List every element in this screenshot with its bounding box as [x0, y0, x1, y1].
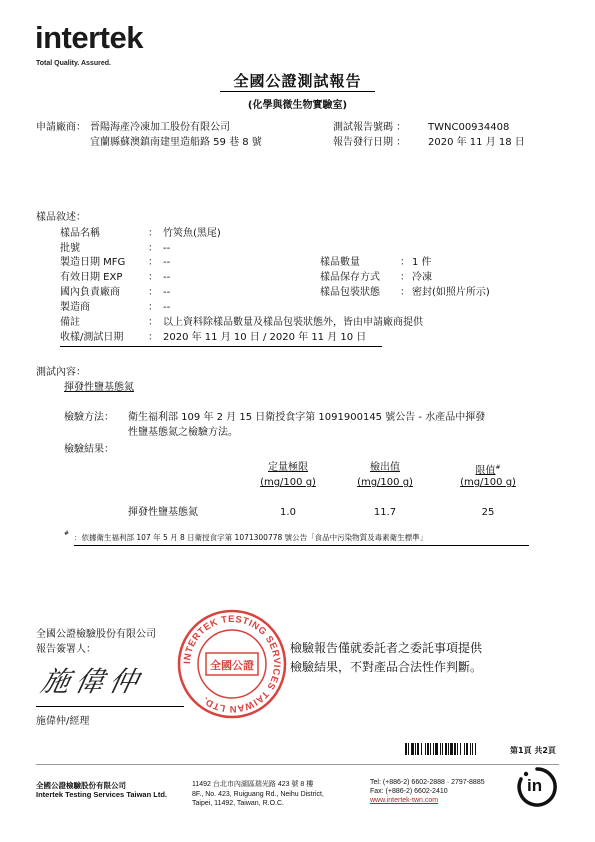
logo-tagline: Total Quality. Assured.	[36, 60, 111, 67]
mfg-label: 製造日期 MFG	[60, 257, 126, 268]
signature-line	[36, 706, 184, 707]
footer-fax: Fax: (+886-2) 6602-2410	[370, 788, 448, 795]
intertek-in-mark	[516, 766, 558, 808]
intertek-logo: intertek	[35, 20, 143, 55]
row-limit: 25	[481, 507, 495, 518]
colon: ：	[148, 257, 158, 268]
barcode-bar	[448, 743, 449, 755]
batch-label: 批號	[60, 243, 80, 254]
colon: ：	[148, 317, 158, 328]
barcode-bar	[460, 743, 461, 755]
footnote-divider	[74, 545, 529, 546]
col-header-loq: 定量極限	[268, 462, 308, 473]
unit-limit: (mg/100 g)	[460, 477, 516, 488]
barcode-bar	[457, 743, 458, 755]
sample-name-value: 竹筴魚(黑尾)	[163, 228, 221, 239]
page-number: 第1頁 共2頁	[510, 746, 556, 755]
qty-label: 樣品數量	[320, 257, 360, 268]
note-label: 備註	[60, 317, 80, 328]
test-heading: 測試內容：	[36, 367, 86, 378]
barcode-bar	[421, 743, 422, 755]
footnote: ：依據衛生福利部 107 年 5 月 8 日衛授食字第 1071300778 號公告「食品中污染物質及毒素衛生標準」	[74, 533, 428, 542]
footer-website-link[interactable]: www.intertek-twn.com	[370, 797, 439, 804]
disclaimer-line-2: 檢驗結果，不對產品合法性作判斷。	[290, 660, 483, 674]
stamp-center-text: 全國公證	[210, 659, 254, 672]
barcode-bar	[430, 743, 431, 755]
report-no-label: 測試報告號碼 ：	[333, 122, 407, 133]
report-subtitle: (化學與微生物實驗室)	[247, 100, 348, 111]
barcode-bar	[442, 743, 443, 755]
barcode-bar	[464, 743, 465, 755]
barcode-bar	[411, 743, 414, 755]
mfg-value: --	[163, 257, 171, 268]
barcode-bar	[433, 743, 434, 755]
exp-label: 有效日期 EXP	[60, 272, 123, 283]
barcode-bar	[417, 743, 419, 755]
result-label: 檢驗結果：	[64, 444, 114, 455]
footer-company-en: Intertek Testing Services Taiwan Ltd.	[36, 790, 168, 799]
receive-date-value: 2020 年 11 月 10 日 / 2020 年 11 月 10 日	[163, 332, 367, 343]
col-header-result: 檢出值	[370, 462, 400, 473]
limit-text: 限值	[475, 465, 496, 477]
footer-divider	[36, 764, 559, 765]
maker-label: 製造商	[60, 302, 90, 313]
batch-value: --	[163, 243, 171, 254]
row-loq: 1.0	[280, 507, 296, 518]
report-title: 全國公證測試報告	[233, 72, 362, 90]
receive-date-label: 收樣/測試日期	[60, 332, 124, 343]
sample-heading: 樣品敘述：	[36, 212, 86, 223]
barcode	[405, 743, 505, 755]
barcode-bar	[472, 743, 473, 755]
sample-name-label: 樣品名稱	[60, 228, 100, 239]
unit-result: (mg/100 g)	[357, 477, 413, 488]
applicant-address: 宜蘭縣蘇澳鎮南建里造船路 59 巷 8 號	[90, 137, 262, 148]
company-seal-stamp	[176, 608, 288, 720]
barcode-bar	[408, 743, 409, 755]
barcode-bar	[475, 743, 476, 755]
footer-address-cn: 11492 台北市內湖區瑞光路 423 號 8 樓	[192, 781, 314, 788]
colon: ：	[148, 332, 158, 343]
barcode-bar	[415, 743, 416, 755]
barcode-bar	[470, 743, 471, 755]
in-mark-text: in	[527, 776, 543, 795]
barcode-bar	[440, 743, 441, 755]
report-no-value: TWNC00934408	[428, 122, 510, 133]
domestic-label: 國內負責廠商	[60, 287, 120, 298]
domestic-value: --	[163, 287, 171, 298]
stamp-ring-text: INTERTEK TESTING SERVICES TAIWAN LTD.	[181, 613, 283, 715]
applicant-name: 晉陽海產冷凍加工股份有限公司	[90, 122, 230, 133]
footer-company-cn: 全國公證檢驗股份有限公司	[36, 781, 126, 790]
applicant-label: 申請廠商：	[36, 122, 86, 133]
footer-address-en-2: Taipei, 11492, Taiwan, R.O.C.	[192, 800, 284, 807]
sample-divider	[60, 346, 382, 347]
disclaimer-line-1: 檢驗報告僅就委託者之委託事項提供	[290, 641, 483, 655]
maker-value: --	[163, 302, 171, 313]
barcode-bar	[466, 743, 468, 755]
colon: ：	[400, 287, 410, 298]
colon: ：	[148, 302, 158, 313]
company-name: 全國公證檢驗股份有限公司	[36, 629, 156, 640]
footnote-mark: #	[64, 530, 70, 537]
row-analyte: 揮發性鹽基態氮	[128, 507, 198, 518]
issue-date-value: 2020 年 11 月 18 日	[428, 137, 525, 148]
unit-loq: (mg/100 g)	[260, 477, 316, 488]
disclaimer	[290, 639, 482, 677]
col-header-limit	[448, 461, 528, 477]
footer-tel: Tel: (+886-2) 6602-2888 · 2797-8885	[370, 779, 485, 786]
footer-address-en-1: 8F., No. 423, Ruiguang Rd., Neihu District,	[192, 791, 324, 798]
note-value: 以上資料除樣品數量及樣品包裝狀態外，皆由申請廠商提供	[163, 317, 423, 328]
barcode-bar	[405, 743, 407, 755]
colon: ：	[148, 287, 158, 298]
title-underline	[220, 91, 375, 92]
barcode-bar	[425, 743, 426, 755]
handwritten-signature: 施偉仲	[38, 665, 148, 698]
colon: ：	[148, 272, 158, 283]
issue-date-label: 報告發行日期 ：	[333, 137, 407, 148]
storage-value: 冷凍	[412, 272, 432, 283]
colon: ：	[400, 272, 410, 283]
barcode-bar	[450, 743, 453, 755]
storage-label: 樣品保存方式	[320, 272, 380, 283]
signer-label: 報告簽署人：	[36, 644, 96, 655]
qty-value: 1 件	[412, 257, 432, 268]
package-label: 樣品包裝狀態	[320, 287, 380, 298]
method-label: 檢驗方法：	[64, 412, 114, 423]
barcode-bar	[435, 743, 438, 755]
test-item: 揮發性鹽基態氮	[64, 382, 134, 393]
row-result: 11.7	[373, 507, 397, 518]
limit-superscript: #	[495, 464, 501, 471]
method-line-2: 性鹽基態氮之檢驗方法。	[128, 427, 238, 438]
method-line-1: 衛生福利部 109 年 2 月 15 日衛授食字第 1091900145 號公告 - 水產品中揮發	[128, 412, 486, 423]
signer-name-title: 施偉仲/經理	[36, 716, 90, 727]
package-value: 密封(如照片所示)	[412, 287, 490, 298]
barcode-bar	[454, 743, 456, 755]
colon: ：	[148, 243, 158, 254]
colon: ：	[400, 257, 410, 268]
barcode-bar	[445, 743, 447, 755]
exp-value: --	[163, 272, 171, 283]
barcode-bar	[427, 743, 429, 755]
colon: ：	[148, 228, 158, 239]
